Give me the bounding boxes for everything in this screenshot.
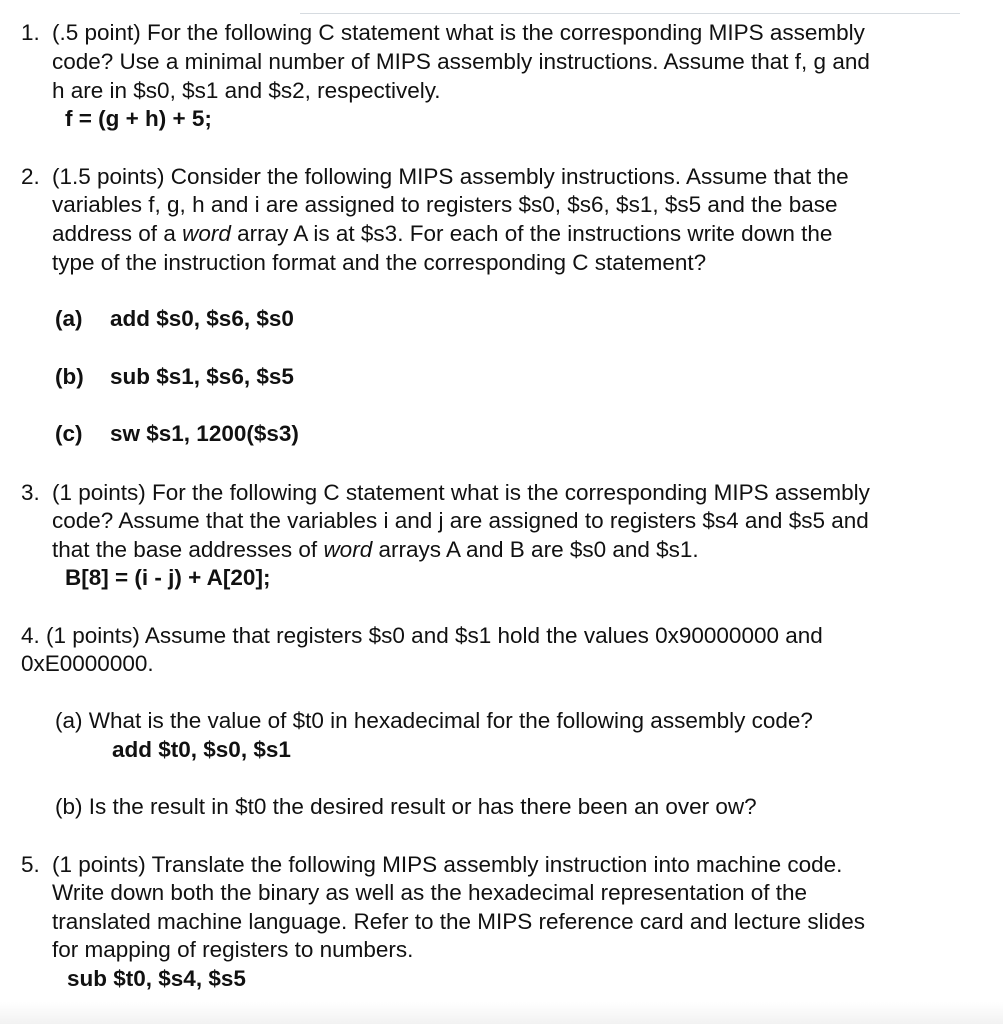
q4-text-1: 4. (1 points) Assume that registers $s0 and $s1 hold the values 0x90000000 and — [21, 623, 823, 648]
q2-part-c-label: (c) — [55, 421, 83, 446]
q5-code: sub $t0, $s4, $s5 — [67, 966, 246, 991]
q1-code: f = (g + h) + 5; — [65, 106, 212, 131]
q1-text-2: code? Use a minimal number of MIPS assembly instructions. Assume that f, g and — [52, 49, 870, 74]
q4-part-a-code: add $t0, $s0, $s1 — [112, 737, 291, 762]
q2-part-c-instruction: sw $s1, 1200($s3) — [110, 421, 299, 446]
q1-number: 1. — [21, 20, 40, 45]
q4-text-2: 0xE0000000. — [21, 651, 154, 676]
q5-text-1: (1 points) Translate the following MIPS assembly instruction into machine code. — [52, 852, 843, 877]
q2-part-a-label: (a) — [55, 306, 83, 331]
q5-text-4: for mapping of registers to numbers. — [52, 937, 414, 962]
q4-part-b-text: (b) Is the result in $t0 the desired result or has there been an over ow? — [55, 794, 757, 819]
q5-text-3: translated machine language. Refer to the MIPS reference card and lecture slides — [52, 909, 865, 934]
q2-text-4: type of the instruction format and the corresponding C statement? — [52, 250, 707, 275]
q4-part-a-text: (a) What is the value of $t0 in hexadecimal for the following assembly code? — [55, 708, 813, 733]
q2-number: 2. — [21, 164, 40, 189]
q2-part-a-instruction: add $s0, $s6, $s0 — [110, 306, 294, 331]
q2-text-1: (1.5 points) Consider the following MIPS assembly instructions. Assume that the — [52, 164, 849, 189]
q5-number: 5. — [21, 852, 40, 877]
q3-code: B[8] = (i - j) + A[20]; — [65, 565, 271, 590]
q5-text-2: Write down both the binary as well as the hexadecimal representation of the — [52, 880, 808, 905]
q3-text-3 — [52, 535, 699, 564]
q2-text-3 — [52, 219, 832, 248]
q2-text-3-emphasis: word — [182, 221, 231, 246]
q2-text-2: variables f, g, h and i are assigned to registers $s0, $s6, $s1, $s5 and the base — [52, 192, 838, 217]
q3-number: 3. — [21, 480, 40, 505]
q3-text-2: code? Assume that the variables i and j are assigned to registers $s4 and $s5 and — [52, 508, 869, 533]
q1-text-1: (.5 point) For the following C statement what is the corresponding MIPS assembly — [52, 20, 865, 45]
q2-text-3-pre: address of a — [52, 221, 183, 246]
top-divider — [300, 13, 960, 14]
q2-part-b-instruction: sub $s1, $s6, $s5 — [110, 364, 294, 389]
q3-text-1: (1 points) For the following C statement what is the corresponding MIPS assembly — [52, 480, 870, 505]
q3-text-3-emphasis: word — [323, 537, 373, 562]
q2-text-3-post: array A is at $s3. For each of the instructions write down the — [230, 221, 833, 246]
bottom-edge-shade — [0, 1002, 1003, 1024]
q1-text-3: h are in $s0, $s1 and $s2, respectively. — [52, 78, 441, 103]
q3-text-3-post: arrays A and B are $s0 and $s1. — [372, 537, 699, 562]
q3-text-3-pre: that the base addresses of — [52, 537, 324, 562]
q2-part-b-label: (b) — [55, 364, 84, 389]
